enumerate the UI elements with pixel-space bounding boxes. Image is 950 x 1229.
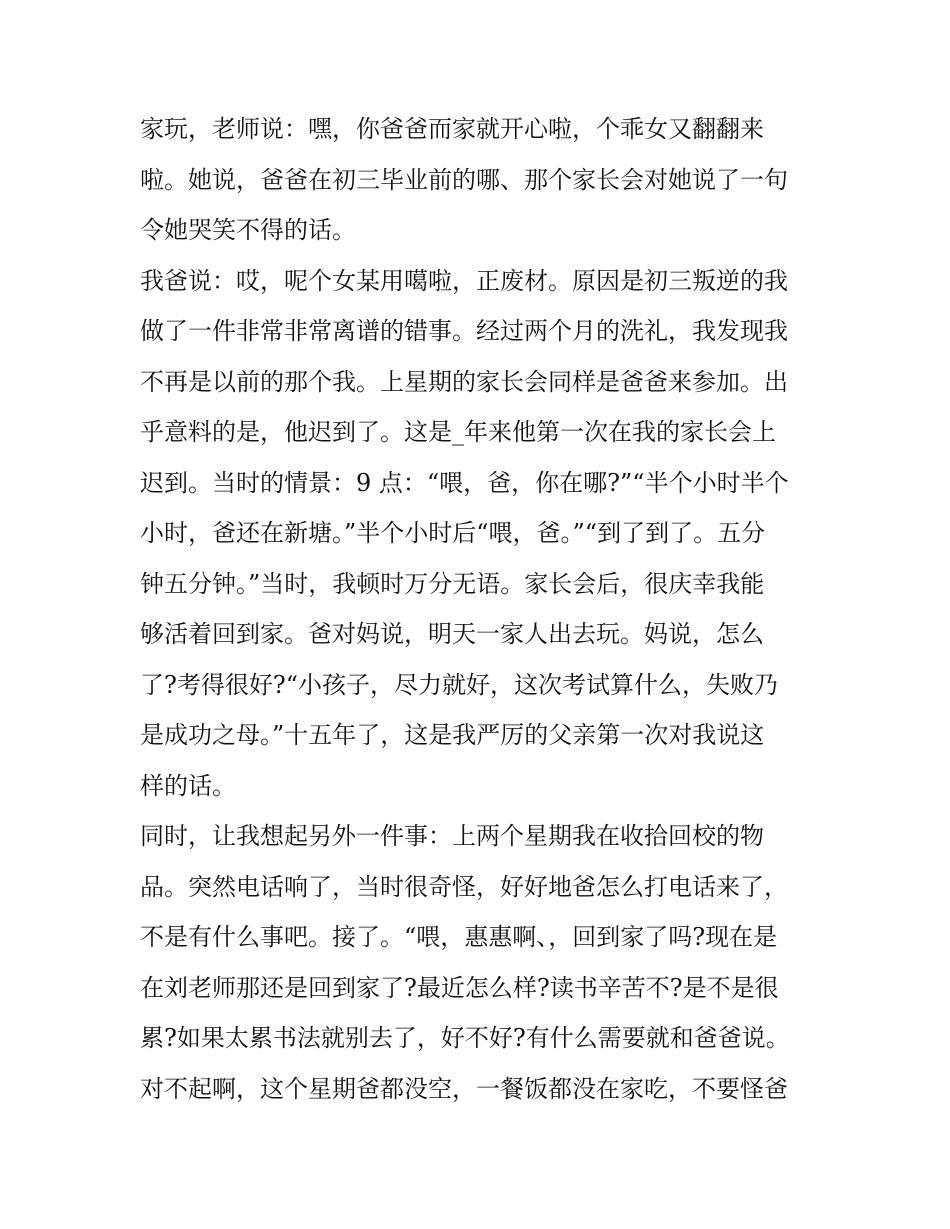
text-line: 对不起啊，这个星期爸都没空，一餐饭都没在家吃，不要怪爸: [140, 1074, 788, 1103]
text-line: 同时，让我想起另外一件事：上两个星期我在收拾回校的物: [140, 822, 764, 850]
body-text: [140, 104, 820, 1114]
text-line: 累?如果太累书法就别去了，好不好?有什么需要就和爸爸说。: [140, 1024, 790, 1052]
text-line: 令她哭笑不得的话。: [140, 216, 356, 244]
text-line: 我爸说：哎，呢个女某用噶啦，正废材。原因是初三叛逆的我: [140, 266, 788, 295]
text-line: 了?考得很好?“小孩子，尽力就好，这次考试算什么，失败乃: [140, 670, 779, 699]
text-line: 钟五分钟。”当时，我顿时万分无语。家长会后，很庆幸我能: [140, 569, 765, 598]
text-line: 不再是以前的那个我。上星期的家长会同样是爸爸来参加。出: [140, 367, 788, 396]
text-line: 做了一件非常非常离谱的错事。经过两个月的洗礼，我发现我: [140, 317, 788, 345]
text-line: 是成功之母。”十五年了，这是我严厉的父亲第一次对我说这: [140, 721, 765, 749]
text-line: 家玩，老师说：嘿，你爸爸而家就开心啦，个乖女又翻翻来: [140, 115, 764, 143]
text-line: 够活着回到家。爸对妈说，明天一家人出去玩。妈说，怎么: [140, 620, 764, 648]
text-line: 品。突然电话响了，当时很奇怪，好好地爸怎么打电话来了，: [140, 872, 788, 901]
text-line: 乎意料的是，他迟到了。这是_年来他第一次在我的家长会上: [140, 418, 776, 446]
text-line: 在刘老师那还是回到家了?最近怎么样?读书辛苦不?是不是很: [140, 973, 779, 1002]
text-line: 迟到。当时的情景：9 点：“喂，爸，你在哪?”“半个小时半个: [140, 468, 789, 497]
text-line: 不是有什么事吧。接了。“喂，惠惠啊、，回到家了吗?现在是: [140, 923, 778, 951]
text-line: 样的话。: [140, 771, 236, 800]
text-line: 啦。她说，爸爸在初三毕业前的哪、那个家长会对她说了一句: [140, 165, 788, 194]
text-line: 小时，爸还在新塘。”半个小时后“喂，爸。”“到了到了。五分: [140, 519, 766, 547]
